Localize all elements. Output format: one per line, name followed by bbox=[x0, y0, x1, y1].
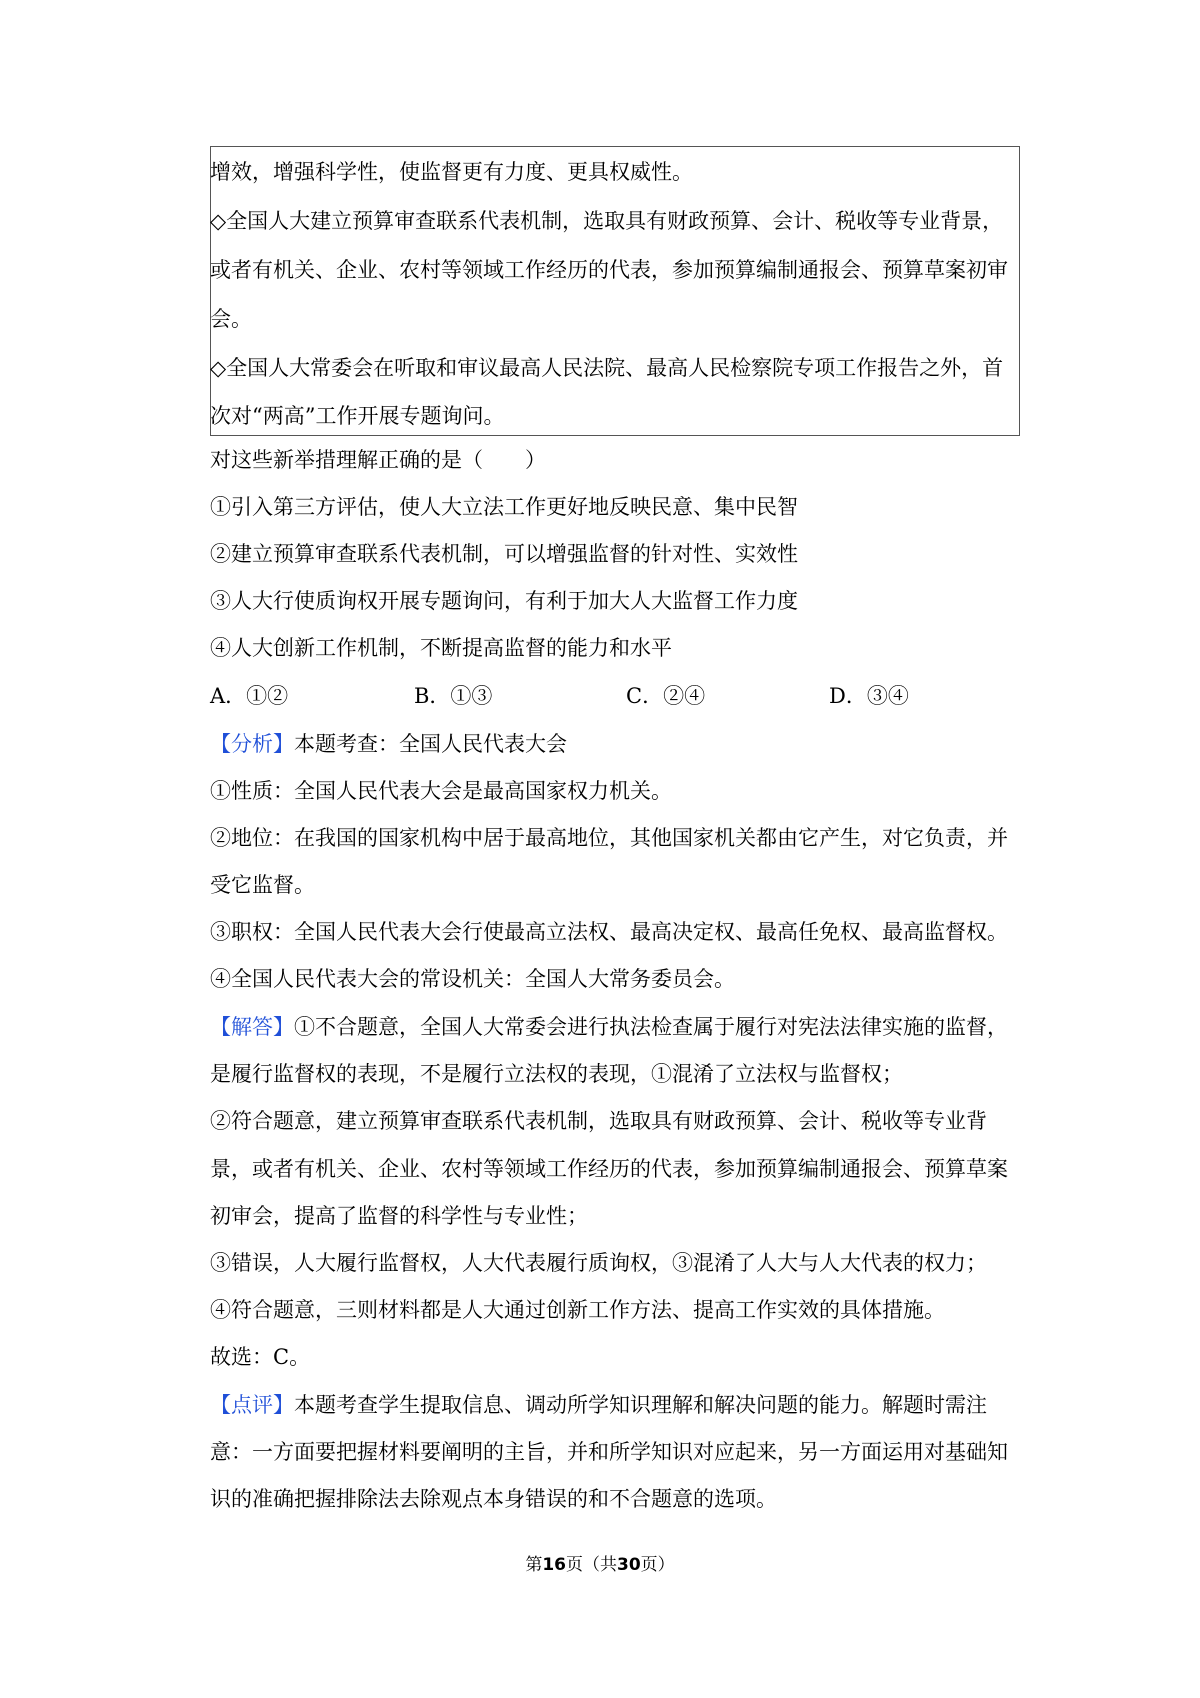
comment-tag: 【点评】 bbox=[210, 1393, 294, 1417]
question-stem: 对这些新举措理解正确的是（ ） bbox=[210, 448, 546, 472]
comment-heading bbox=[210, 1392, 987, 1418]
statement-4: ④人大创新工作机制，不断提高监督的能力和水平 bbox=[210, 636, 672, 660]
analysis-tag: 【分析】 bbox=[210, 732, 294, 756]
material-line: 增效，增强科学性，使监督更有力度、更具权威性。 bbox=[210, 160, 693, 184]
option-b: B．①③ bbox=[414, 684, 493, 708]
option-d: D．③④ bbox=[829, 684, 909, 708]
answer-line: ③错误，人大履行监督权，人大代表履行质询权，③混淆了人大与人大代表的权力； bbox=[210, 1251, 987, 1275]
answer-line: 初审会，提高了监督的科学性与专业性； bbox=[210, 1204, 588, 1228]
answer-line: 景，或者有机关、企业、农村等领域工作经历的代表，参加预算编制通报会、预算草案 bbox=[210, 1157, 1008, 1181]
comment-first: 本题考查学生提取信息、调动所学知识理解和解决问题的能力。解题时需注 bbox=[294, 1393, 987, 1417]
material-line: ◇全国人大常委会在听取和审议最高人民法院、最高人民检察院专项工作报告之外，首 bbox=[210, 356, 1004, 380]
answer-choice: 故选：C。 bbox=[210, 1345, 311, 1369]
comment-line: 识的准确把握排除法去除观点本身错误的和不合题意的选项。 bbox=[210, 1487, 777, 1511]
analysis-line: 受它监督。 bbox=[210, 873, 315, 897]
answer-line: ④符合题意，三则材料都是人大通过创新工作方法、提高工作实效的具体措施。 bbox=[210, 1298, 945, 1322]
comment-line: 意：一方面要把握材料要阐明的主旨，并和所学知识对应起来，另一方面运用对基础知 bbox=[210, 1440, 1008, 1464]
page-footer bbox=[0, 1554, 1200, 1576]
option-a: A．①② bbox=[210, 684, 289, 708]
analysis-line: ①性质：全国人民代表大会是最高国家权力机关。 bbox=[210, 779, 672, 803]
option-c: C．②④ bbox=[626, 684, 706, 708]
statement-3: ③人大行使质询权开展专题询问，有利于加大人大监督工作力度 bbox=[210, 589, 798, 613]
material-line: 次对“两高”工作开展专题询问。 bbox=[210, 404, 505, 428]
answer-line: ②符合题意，建立预算审查联系代表机制，选取具有财政预算、会计、税收等专业背 bbox=[210, 1109, 987, 1133]
material-box bbox=[210, 146, 1020, 436]
statement-1: ①引入第三方评估，使人大立法工作更好地反映民意、集中民智 bbox=[210, 495, 798, 519]
material-line: 会。 bbox=[210, 307, 252, 331]
analysis-line: ④全国人民代表大会的常设机关：全国人大常务委员会。 bbox=[210, 967, 735, 991]
analysis-intro: 本题考查：全国人民代表大会 bbox=[294, 732, 567, 756]
material-line: 或者有机关、企业、农村等领域工作经历的代表，参加预算编制通报会、预算草案初审 bbox=[210, 258, 1008, 282]
total-pages: 30 bbox=[617, 1555, 641, 1575]
footer-middle: 页（共 bbox=[566, 1555, 617, 1575]
analysis-line: ②地位：在我国的国家机构中居于最高地位，其他国家机关都由它产生，对它负责，并 bbox=[210, 826, 1008, 850]
analysis-heading bbox=[210, 731, 567, 757]
material-line: ◇全国人大建立预算审查联系代表机制，选取具有财政预算、会计、税收等专业背景， bbox=[210, 209, 1004, 233]
answer-line: 是履行监督权的表现，不是履行立法权的表现，①混淆了立法权与监督权； bbox=[210, 1062, 903, 1086]
statement-2: ②建立预算审查联系代表机制，可以增强监督的针对性、实效性 bbox=[210, 542, 798, 566]
answer-heading bbox=[210, 1014, 1008, 1040]
answer-first: ①不合题意，全国人大常委会进行执法检查属于履行对宪法法律实施的监督， bbox=[294, 1015, 1008, 1039]
analysis-line: ③职权：全国人民代表大会行使最高立法权、最高决定权、最高任免权、最高监督权。 bbox=[210, 920, 1008, 944]
answer-tag: 【解答】 bbox=[210, 1015, 294, 1039]
page-number: 16 bbox=[542, 1555, 566, 1575]
footer-prefix: 第 bbox=[525, 1555, 543, 1575]
footer-suffix: 页） bbox=[640, 1555, 675, 1575]
